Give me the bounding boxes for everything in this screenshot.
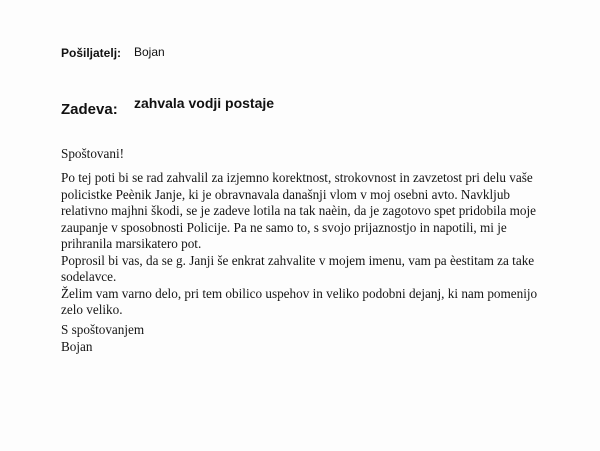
body-line: policistke Peènik Janje, ki je obravnavala današnji vlom v moj osebni avto. Navkljub bbox=[61, 186, 511, 202]
subject-text: zahvala vodji postaje bbox=[134, 95, 275, 111]
body-line: zelo veliko. bbox=[61, 302, 123, 317]
body-line: Poprosil bi vas, da se g. Janji še enkrat zahvalite v mojem imenu, vam pa èestitam za take bbox=[61, 252, 535, 268]
letter-body bbox=[61, 170, 537, 319]
subject-label: Zadeva: bbox=[61, 101, 118, 118]
greeting: Spoštovani! bbox=[61, 146, 125, 161]
closing-signature: Bojan bbox=[61, 338, 93, 354]
closing bbox=[61, 322, 144, 355]
body-line: Po tej poti bi se rad zahvalil za izjemno korektnost, strokovnost in zavzetost pri delu vaše bbox=[61, 170, 533, 185]
body-line: Želim vam varno delo, pri tem obilico uspehov in veliko podobni dejanj, ki nam pomenijo bbox=[61, 285, 538, 301]
body-line: relativno majhni škodi, se je zadeve lotila na tak naèin, da je zagotovo spet pridobila moje bbox=[61, 203, 536, 218]
sender-name: Bojan bbox=[134, 45, 165, 59]
body-line: zaupanje v sposobnosti Policije. Pa ne samo to, s svojo prijaznostjo in napotili, mi je bbox=[61, 219, 507, 235]
body-line: sodelavce. bbox=[61, 269, 117, 284]
closing-salutation: S spoštovanjem bbox=[61, 322, 145, 337]
body-line: prihranila marsikatero pot. bbox=[61, 236, 202, 251]
sender-label: Pošiljatelj: bbox=[61, 46, 122, 60]
